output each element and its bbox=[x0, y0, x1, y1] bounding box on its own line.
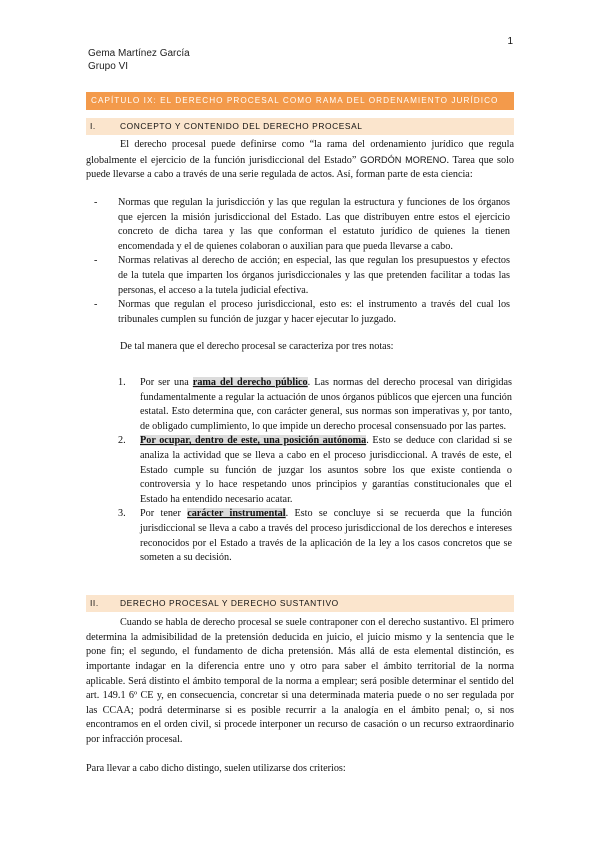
author-group: Grupo VI bbox=[88, 61, 129, 72]
highlighted-term: carácter instrumental bbox=[187, 508, 286, 520]
page-number: 1 bbox=[507, 36, 513, 47]
list-marker: - bbox=[94, 255, 98, 267]
notes-intro: De tal manera que el derecho procesal se caracteriza por tres notas: bbox=[120, 341, 394, 352]
list-item: - Normas que regulan la jurisdicción y las que regulan la estructura y funciones de los órganos que ejercen la misión jurisdiccional del Estado. Las que distribuyen entre estos el ejercicio concreto de dicha tarea y las que conforman el estatuto jurídico de quienes la tienen encomendada y el de quienes colaboran o auxilian para que pueda llevarse a cabo. bbox=[94, 197, 510, 252]
author-name: Gema Martínez García bbox=[88, 48, 190, 59]
section2-paragraph: Cuando se habla de derecho procesal se suele contraponer con el derecho sustantivo. El primero determina la admisibilidad de la pretensión deducida en juicio, el juicio mismo y la sentencia que le pone fin; el segundo, el fundamento de dicha pretensión. Más allá de esta elemental distinción, es importante indagar en la diferencia entre uno y otro para saber el ámbito territorial de la norma aplicable. Será distinto el ámbito temporal de la norma a emplear; será posible determinar el sentido del art. 149.1 6º CE y, en consecuencia, concretar si una determinada materia puede o no ser regulada por las CCAA; podrá determinarse si es posible recurrir a la analogía en el ámbito penal; o, si nos encontramos en el orden civil, si procede interponer un recurso de casación o un recurso extraordinario por infracción procesal. bbox=[86, 617, 514, 745]
highlighted-term: rama del derecho público bbox=[192, 377, 308, 388]
list-item: - Normas relativas al derecho de acción; en especial, las que regulan los presupuestos y efectos de la tutela que imparten los órganos jurisdiccionales y las que pretenden facilitar a todas las personas, el acceso a la tutela judicial efectiva. bbox=[94, 255, 510, 296]
list-marker: - bbox=[94, 299, 98, 311]
author-header bbox=[88, 47, 190, 73]
section-title: DERECHO PROCESAL Y DERECHO SUSTANTIVO bbox=[120, 598, 339, 608]
item-number: 2. bbox=[118, 435, 126, 447]
list-item: 1. Por ser una rama del derecho público. Las normas del derecho procesal van dirigidas fundamentalmente a regular la actuación de unos órganos públicos que ejercen una función estatal. Esto determina que, con carácter general, sus normas son imperativas y, por tanto, de obligado cumplimiento, lo que impide un derecho procesal consensuado por las partes. bbox=[118, 377, 512, 432]
item-number: 1. bbox=[118, 377, 126, 388]
list-marker: - bbox=[94, 197, 98, 208]
list-item: - Normas que regulan el proceso jurisdiccional, esto es: el instrumento a través del cual los tribunales cumplen su función de juzgar y hacer ejecutar lo juzgado. bbox=[94, 299, 510, 325]
section-heading-1 bbox=[86, 118, 514, 135]
closing-line: Para llevar a cabo dicho distingo, suelen utilizarse dos criterios: bbox=[86, 763, 346, 775]
section-number: I. bbox=[90, 121, 96, 131]
intro-paragraph bbox=[86, 138, 514, 183]
item-number: 3. bbox=[118, 508, 126, 520]
intro-text: El derecho procesal puede definirse como “la rama del ordenamiento jurídico que regula globalmente el ejercicio de la función jurisdiccional del Estado” bbox=[86, 139, 514, 166]
section-number: II. bbox=[90, 598, 99, 608]
highlighted-term: Por ocupar, dentro de este, una posición autónoma bbox=[140, 435, 367, 447]
content-list bbox=[94, 196, 510, 327]
chapter-title: CAPÍTULO IX: EL DERECHO PROCESAL COMO RAMA DEL ORDENAMIENTO JURÍDICO bbox=[86, 92, 514, 110]
list-item: 3. Por tener carácter instrumental. Esto se concluye si se recuerda que la función jurisdiccional se lleva a cabo a través del proceso jurisdiccional de los derechos e intereses reconocidos por el Estado a través de la aplicación de la ley a los casos concretos que se someten a su decisión. bbox=[118, 508, 512, 564]
list-item: 2. Por ocupar, dentro de este, una posición autónoma. Esto se deduce con claridad si se analiza la actividad que se lleva a cabo en el proceso jurisdiccional. A través de este, el Estado cumple su función de juzgar los asuntos sobre los que existe contienda o controversia y lo hace respetando unos principios y garantías constitucionales que el Estado ha entendido necesario acatar. bbox=[118, 435, 512, 505]
author-reference: GORDÓN MORENO bbox=[360, 154, 447, 165]
section-heading-2 bbox=[86, 595, 514, 612]
section-title: CONCEPTO Y CONTENIDO DEL DERECHO PROCESAL bbox=[120, 121, 363, 131]
characteristics-list bbox=[118, 376, 512, 566]
intro-text-continued: . Tarea que solo puede llevarse a cabo a través de una serie regulada de actos. Así, forman parte de esta ciencia: bbox=[86, 154, 514, 181]
